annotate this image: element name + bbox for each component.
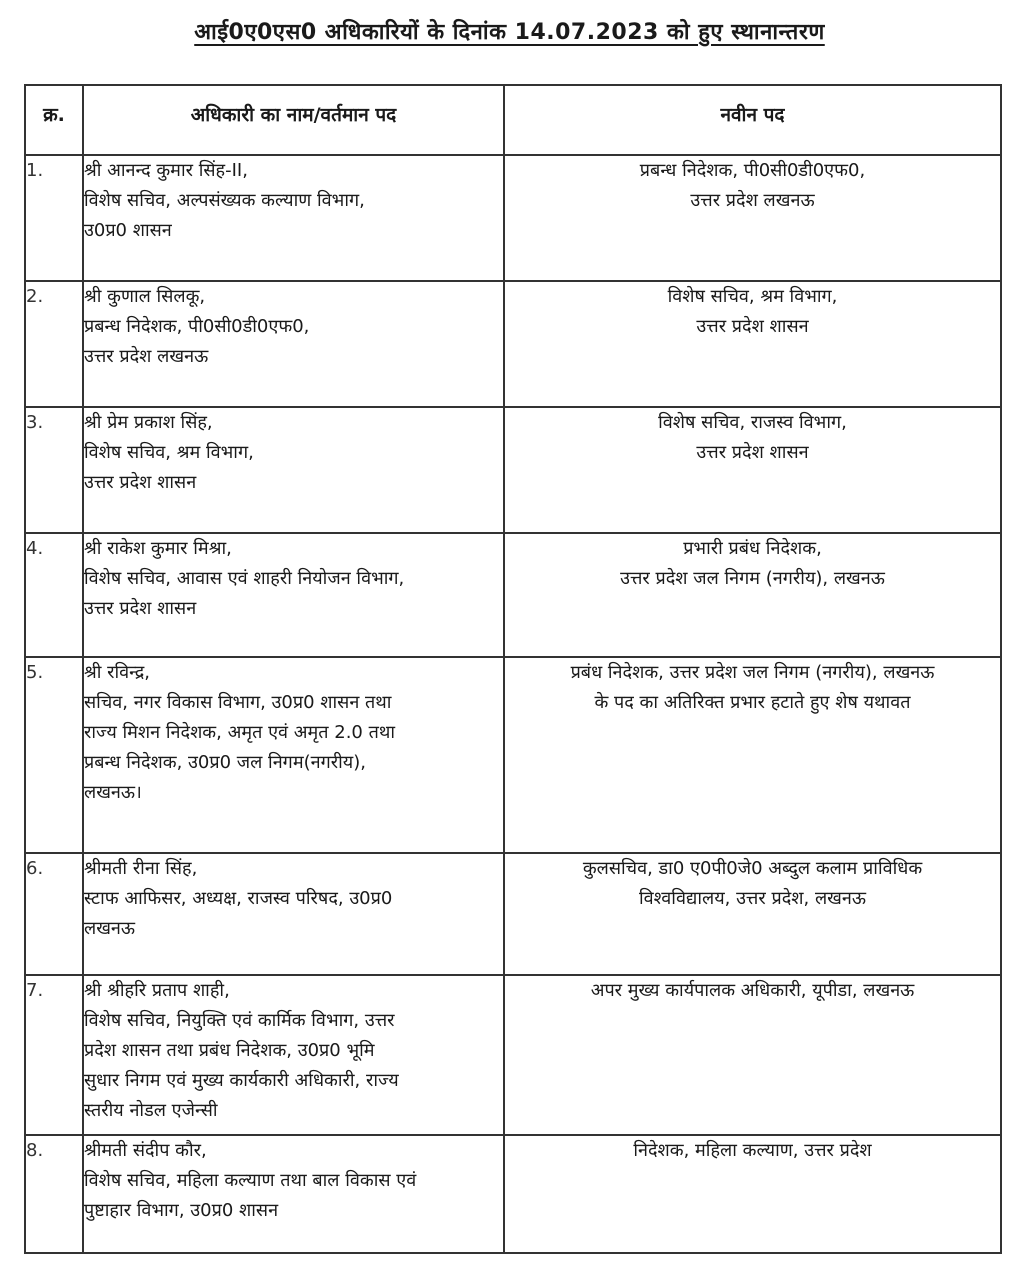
row-officer: श्री रविन्द्र, सचिव, नगर विकास विभाग, उ0प्र0 शासन तथा राज्य मिशन निदेशक, अमृत एवं अमृत 2.0 तथा प्रबन्ध निदेशक, उ0प्र0 जल निगम(नगरीय), लखनऊ। <box>83 657 504 853</box>
row-new-post: अपर मुख्य कार्यपालक अधिकारी, यूपीडा, लखनऊ <box>504 975 1001 1135</box>
row-new-post: विशेष सचिव, राजस्व विभाग, उत्तर प्रदेश शासन <box>504 407 1001 533</box>
row-serial: 1. <box>25 155 83 281</box>
header-officer: अधिकारी का नाम/वर्तमान पद <box>83 85 504 155</box>
document-title <box>0 16 1019 46</box>
row-new-post: प्रभारी प्रबंध निदेशक, उत्तर प्रदेश जल निगम (नगरीय), लखनऊ <box>504 533 1001 657</box>
table-header-row <box>25 85 1001 155</box>
row-serial: 5. <box>25 657 83 853</box>
row-officer: श्री राकेश कुमार मिश्रा, विशेष सचिव, आवास एवं शाहरी नियोजन विभाग, उत्तर प्रदेश शासन <box>83 533 504 657</box>
table-row <box>25 657 1001 853</box>
table-row <box>25 533 1001 657</box>
row-serial: 6. <box>25 853 83 975</box>
row-officer: श्रीमती संदीप कौर, विशेष सचिव, महिला कल्याण तथा बाल विकास एवं पुष्टाहार विभाग, उ0प्र0 शासन <box>83 1135 504 1253</box>
row-serial: 4. <box>25 533 83 657</box>
row-officer: श्री कुणाल सिलकू, प्रबन्ध निदेशक, पी0सी0डी0एफ0, उत्तर प्रदेश लखनऊ <box>83 281 504 407</box>
row-serial: 7. <box>25 975 83 1135</box>
table-row <box>25 155 1001 281</box>
table-row <box>25 853 1001 975</box>
table-row <box>25 281 1001 407</box>
table-row <box>25 407 1001 533</box>
header-serial: क्र. <box>25 85 83 155</box>
row-new-post: कुलसचिव, डा0 ए0पी0जे0 अब्दुल कलाम प्राविधिक विश्वविद्यालय, उत्तर प्रदेश, लखनऊ <box>504 853 1001 975</box>
row-serial: 8. <box>25 1135 83 1253</box>
row-new-post: विशेष सचिव, श्रम विभाग, उत्तर प्रदेश शासन <box>504 281 1001 407</box>
row-serial: 2. <box>25 281 83 407</box>
document-title-text: आई0ए0एस0 अधिकारियों के दिनांक 14.07.2023 को हुए स्थानान्तरण <box>194 20 825 45</box>
row-new-post: निदेशक, महिला कल्याण, उत्तर प्रदेश <box>504 1135 1001 1253</box>
row-officer: श्री प्रेम प्रकाश सिंह, विशेष सचिव, श्रम विभाग, उत्तर प्रदेश शासन <box>83 407 504 533</box>
row-new-post: प्रबन्ध निदेशक, पी0सी0डी0एफ0, उत्तर प्रदेश लखनऊ <box>504 155 1001 281</box>
row-serial: 3. <box>25 407 83 533</box>
table-row <box>25 975 1001 1135</box>
transfer-table <box>24 84 1002 1254</box>
row-officer: श्रीमती रीना सिंह, स्टाफ आफिसर, अध्यक्ष, राजस्व परिषद, उ0प्र0 लखनऊ <box>83 853 504 975</box>
table-row <box>25 1135 1001 1253</box>
header-new-post: नवीन पद <box>504 85 1001 155</box>
row-officer: श्री श्रीहरि प्रताप शाही, विशेष सचिव, नियुक्ति एवं कार्मिक विभाग, उत्तर प्रदेश शासन तथा प्रबंध निदेशक, उ0प्र0 भूमि सुधार निगम एवं मुख्य कार्यकारी अधिकारी, राज्य स्तरीय नोडल एजेन्सी <box>83 975 504 1135</box>
row-officer: श्री आनन्द कुमार सिंह-II, विशेष सचिव, अल्पसंख्यक कल्याण विभाग, उ0प्र0 शासन <box>83 155 504 281</box>
row-new-post: प्रबंध निदेशक, उत्तर प्रदेश जल निगम (नगरीय), लखनऊ के पद का अतिरिक्त प्रभार हटाते हुए शेष यथावत <box>504 657 1001 853</box>
